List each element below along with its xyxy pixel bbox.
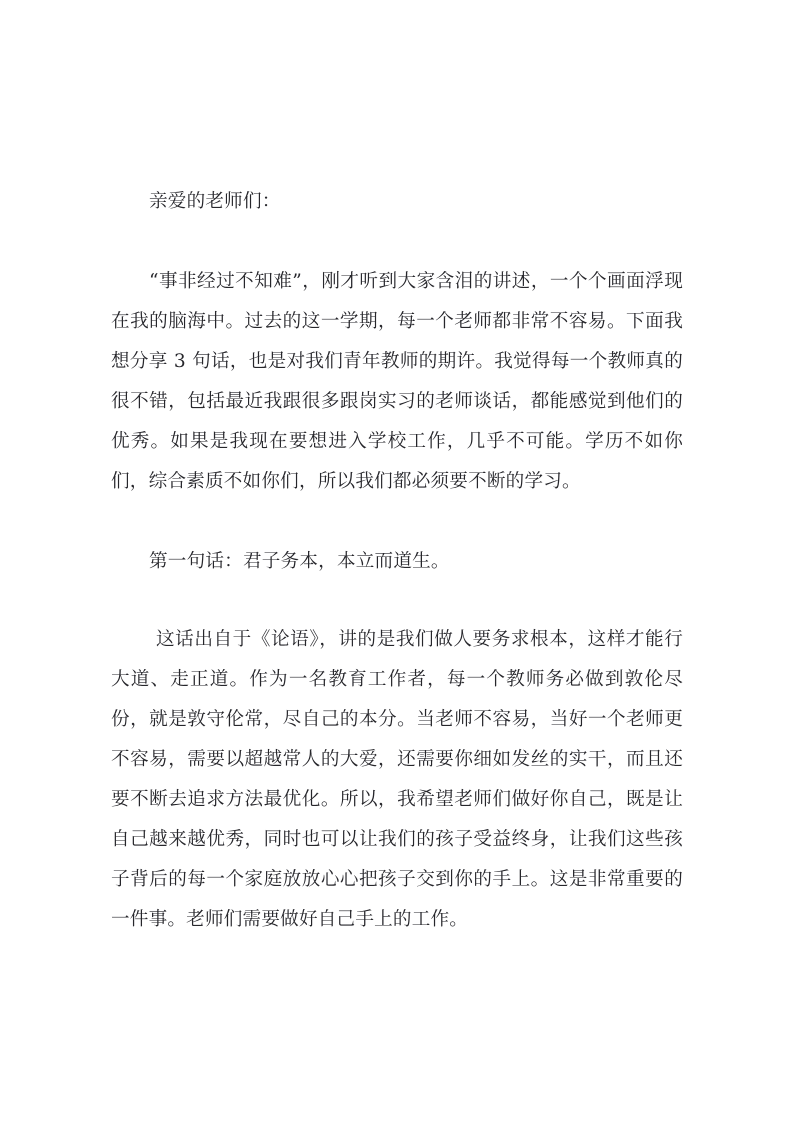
paragraph-spacer (111, 502, 683, 542)
paragraph-spacer (111, 222, 683, 262)
paragraph-point-one-body: 这话出自于《论语》，讲的是我们做人要务求根本，这样才能行大道、走正道。作为一名教育工作者，每一个教师务必做到敦伦尽份，就是敦守伦常，尽自己的本分。当老师不容易，当好一个老师更不容易，需要以超越常人的大爱，还需要你细如发丝的实干，而且还要不断去追求方法最优化。所以，我希望老师们做好你自己，既是让自己越来越优秀，同时也可以让我们的孩子受益终身，让我们这些孩子背后的每一个家庭放放心心把孩子交到你的手上。这是非常重要的一件事。老师们需要做好自己手上的工作。 (111, 629, 683, 930)
paragraph-salutation: 亲爱的老师们： (149, 191, 281, 212)
paragraph-point-one-heading: 第一句话：君子务本，本立而道生。 (149, 551, 450, 572)
document-text-body (111, 182, 683, 940)
paragraph-spacer (111, 582, 683, 620)
paragraph-intro: “事非经过不知难”，刚才听到大家含泪的讲述，一个个画面浮现在我的脑海中。过去的这一学期，每一个老师都非常不容易。下面我想分享 3 句话，也是对我们青年教师的期许。我觉得每一个教师真的很不错，包括最近我跟很多跟岗实习的老师谈话，都能感觉到他们的优秀。如果是我现在要想进入学校工作，几乎不可能。学历不如你们，综合素质不如你们，所以我们都必须要不断的学习。 (111, 271, 683, 492)
